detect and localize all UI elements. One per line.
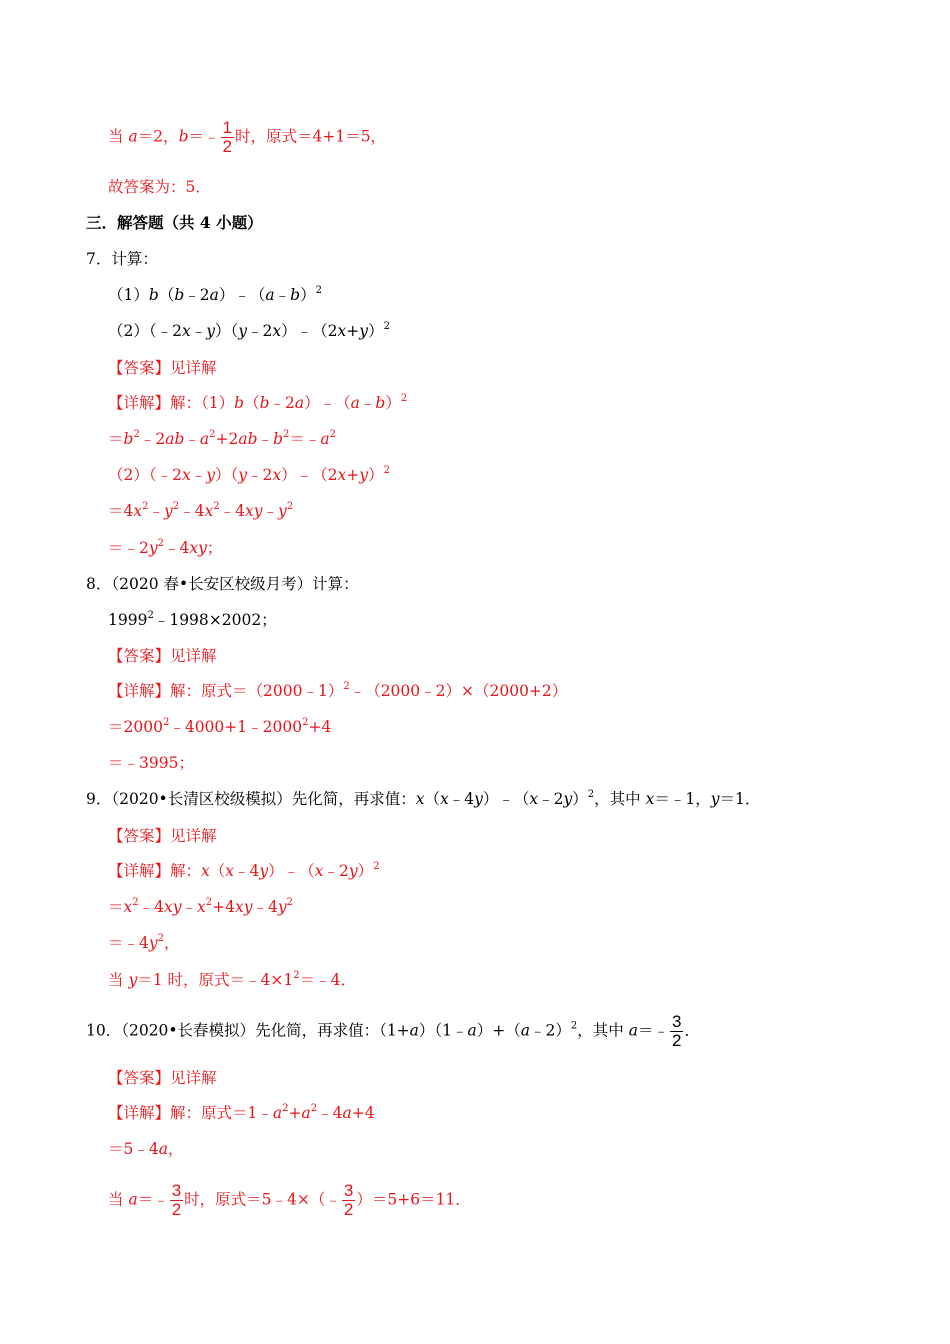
answer-label: 【答案】见详解 — [108, 1069, 217, 1087]
fraction-three-halves: $\frac{3}{2}$ — [672, 1012, 682, 1050]
question-8-expression: $1999^2﹣1998\times 2002$； — [108, 610, 277, 629]
q10-detail-1: 【详解】解：原式$=1﹣a^2+a^2﹣4a+4$ — [108, 1103, 375, 1122]
answer-label: 【答案】见详解 — [108, 827, 217, 845]
q9-detail-1: 【详解】解：x（x﹣4y）﹣（x﹣2y）$^2$ — [108, 861, 380, 880]
question-7-part-2: $(2)(﹣2x﹣y)(y﹣2x)﹣(2x+y)^2$ — [108, 321, 390, 340]
fraction-three-halves: $\frac{3}{2}$ — [171, 1181, 182, 1219]
q9-detail-3: $=﹣4y^2$， — [108, 933, 180, 952]
fraction-three-halves: $\frac{3}{2}$ — [343, 1181, 354, 1219]
fraction-one-half: $\frac{1}{2}$ — [222, 118, 232, 156]
q8-detail-2: $=2000^2﹣4000+1﹣2000^2+4$ — [108, 717, 332, 736]
q8-detail-1: 【详解】解：原式＝（2000﹣1）$^2$﹣（2000﹣2）×（2000+2） — [108, 681, 568, 700]
q9-detail-4: 当 y＝1 时，原式$=﹣4\times 1^2=﹣4$． — [108, 970, 356, 989]
q10-detail-2: ＝5﹣4a， — [108, 1140, 184, 1158]
solution-substitution-line: 当 a＝2，b＝﹣ $\frac{1}{2}$ 时，原式＝4+1＝5， — [108, 118, 387, 156]
question-9-stem: 9．（2020•长清区校级模拟）先化简，再求值：x（x﹣4y）﹣（x﹣2y）$^2$，其中 x＝﹣1，y＝1． — [86, 789, 761, 808]
question-7-part-1: （1）b（b﹣2a）﹣（a﹣b）$^2$ — [108, 285, 322, 304]
question-8-stem: 8．（2020 春•长安区校级月考）计算： — [86, 575, 359, 593]
q7-detail-5: $=﹣2y^2﹣4xy$； — [108, 538, 223, 557]
answer-label: 【答案】见详解 — [108, 647, 217, 665]
question-10-stem: 10．（2020•长春模拟）先化简，再求值：（1+a）（1﹣a）+（a﹣2）$^2$，其中 a＝﹣ $\frac{3}{2}$ ． — [86, 1012, 700, 1050]
question-7-stem: 7．计算： — [86, 250, 158, 268]
answer-conclusion: 故答案为：5． — [108, 178, 211, 196]
q8-detail-3: ＝﹣3995； — [108, 754, 194, 772]
q7-detail-1: 【详解】解：（1）b（b﹣2a）﹣（a﹣b）$^2$ — [108, 393, 408, 412]
q7-detail-2: $=b^2﹣2ab﹣a^2+2ab﹣b^2=﹣a^2$ — [108, 429, 337, 448]
q10-detail-3: 当 a＝﹣ $\frac{3}{2}$ 时，原式＝5﹣4×（﹣ $\frac{3}{2}$ ）＝5+6＝11． — [108, 1181, 471, 1219]
q7-detail-4: $=4x^2﹣y^2﹣4x^2﹣4xy﹣y^2$ — [108, 501, 294, 520]
answer-label: 【答案】见详解 — [108, 359, 217, 377]
q7-detail-3: $(2)(﹣2x﹣y)(y﹣2x)﹣(2x+y)^2$ — [108, 465, 390, 484]
q9-detail-2: $=x^2﹣4xy﹣x^2+4xy﹣4y^2$ — [108, 897, 294, 916]
section-heading: 三．解答题（共 4 小题） — [86, 213, 263, 232]
